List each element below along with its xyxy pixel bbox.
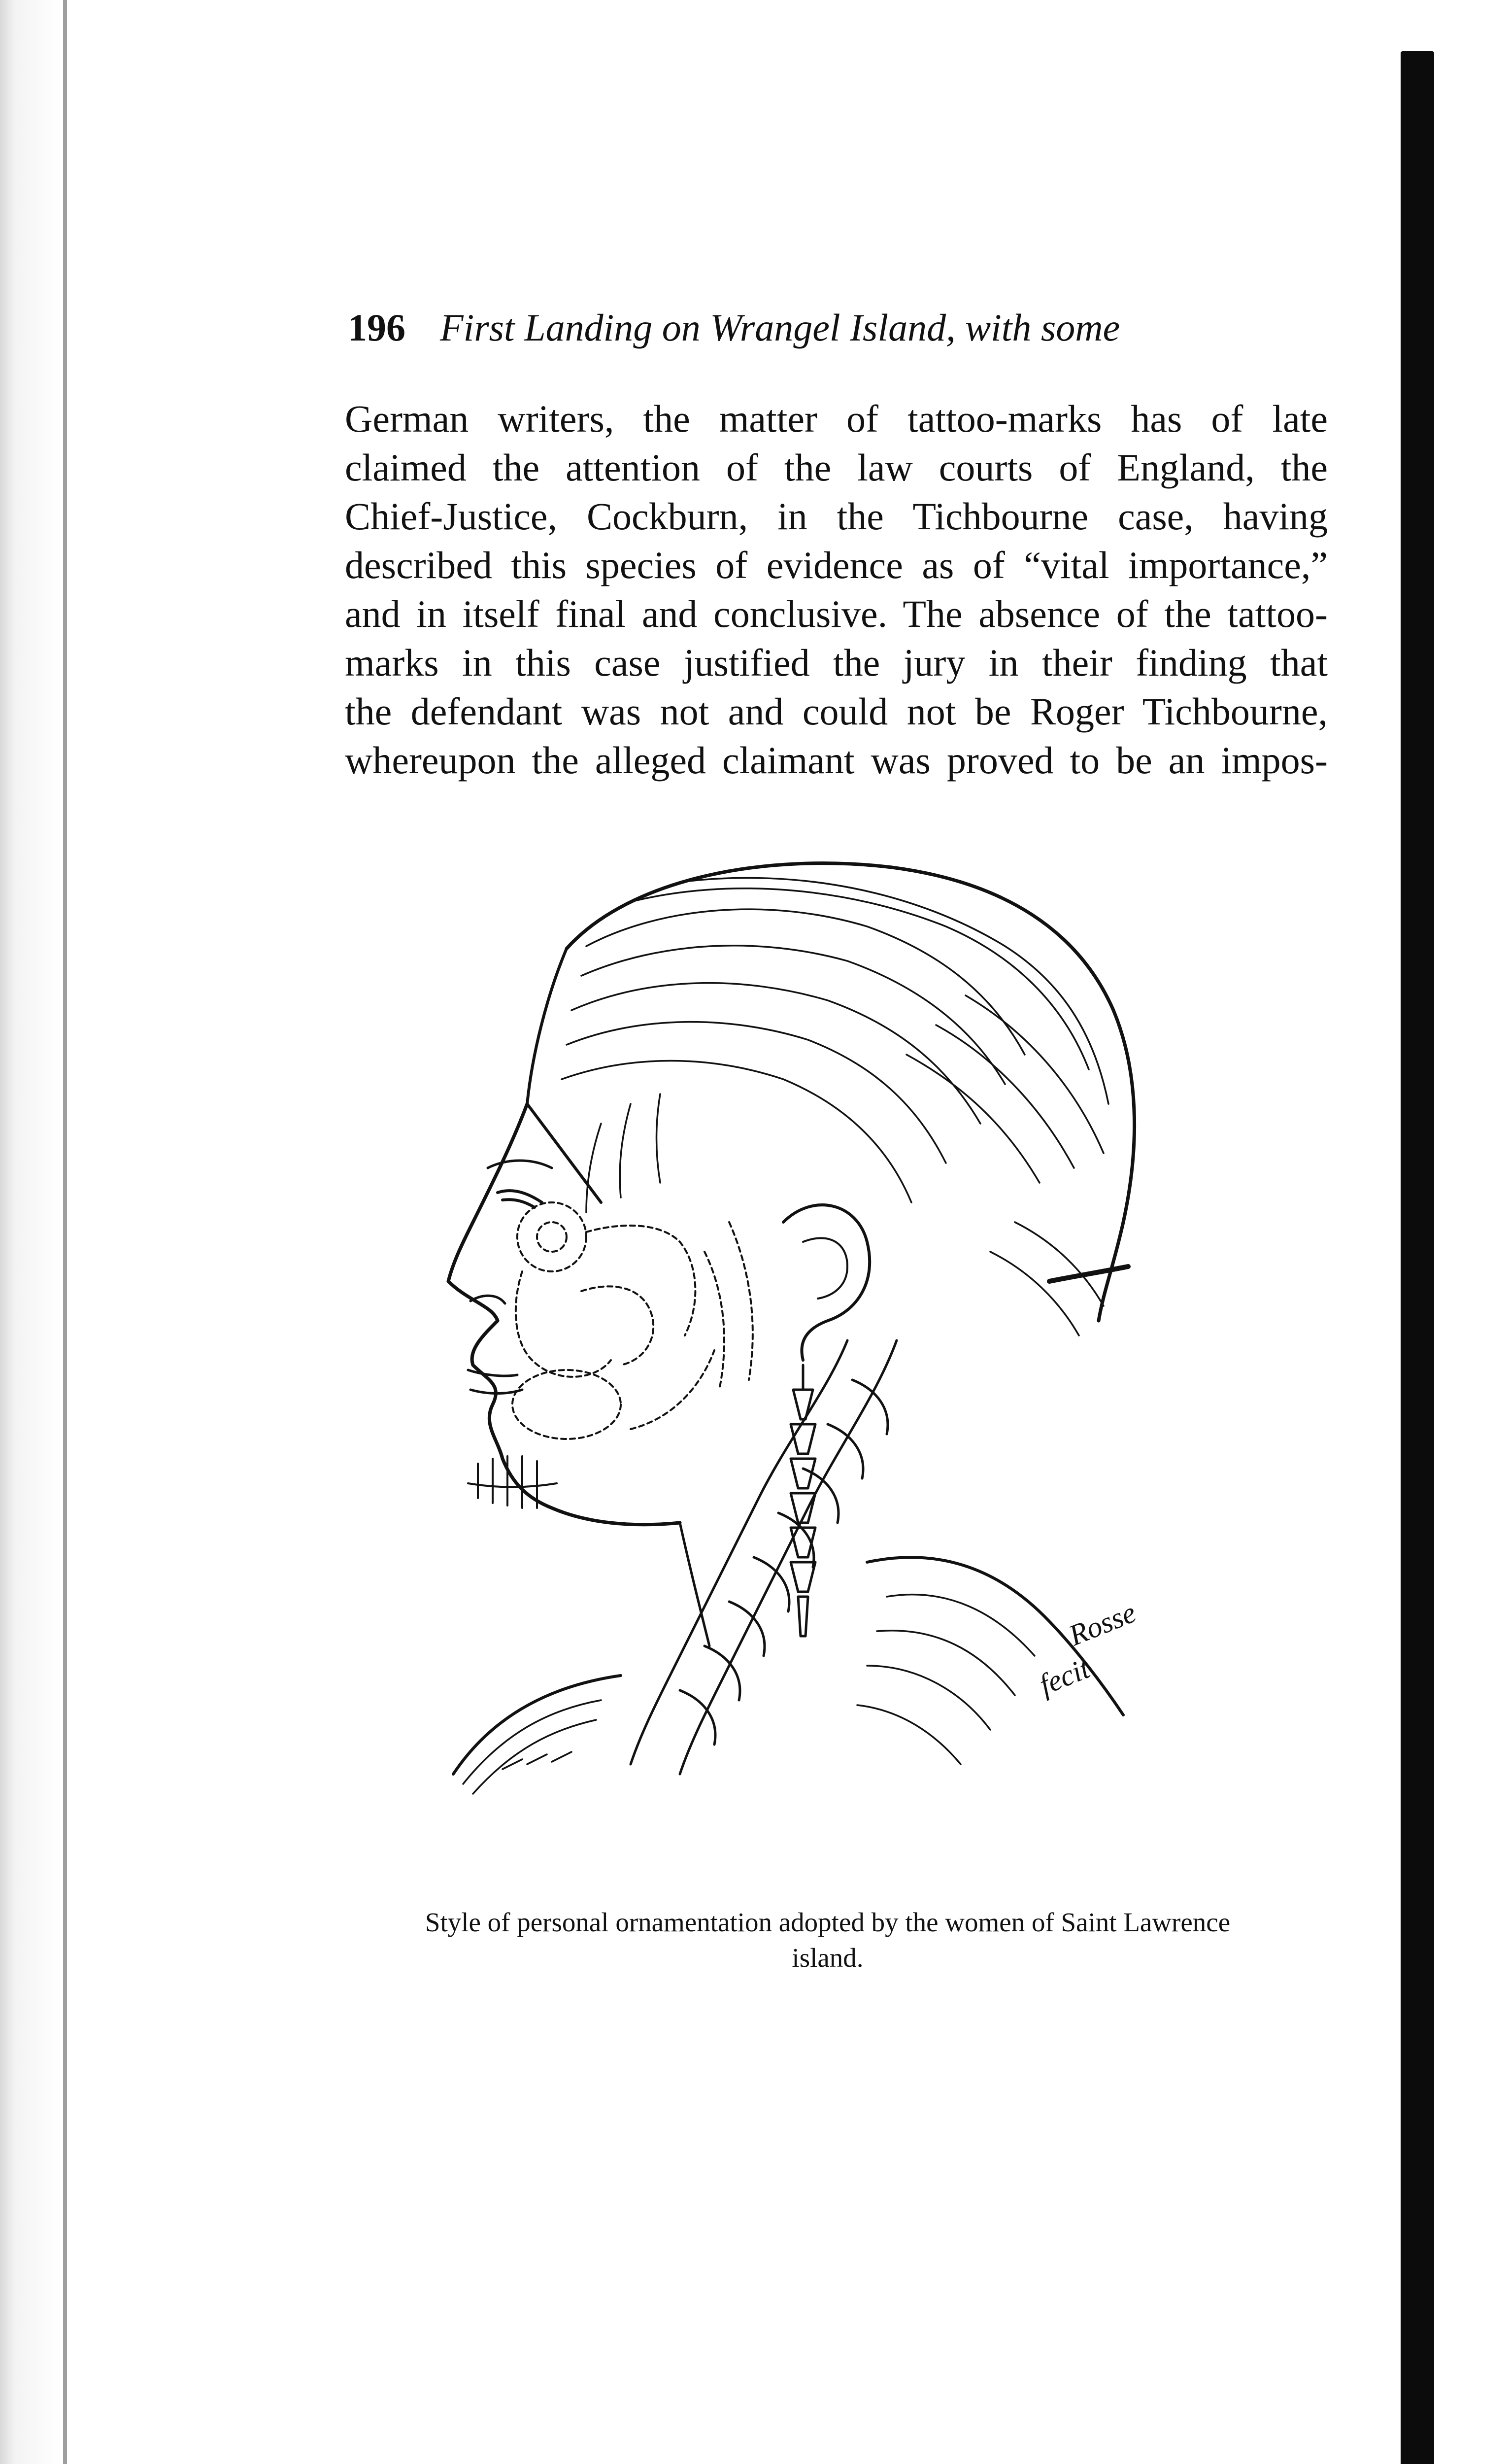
text-line: the defendant was not and could not be Roger Tichbourne, (345, 690, 1328, 733)
back-shading (857, 1595, 1035, 1764)
running-title: First Landing on Wrangel Island, with some (440, 306, 1120, 349)
binding-gutter (0, 0, 99, 2464)
text-line: described this species of evidence as of “vital importance,” (345, 544, 1328, 586)
page-number: 196 (348, 306, 405, 349)
running-header (348, 303, 1120, 352)
artist-signature: Rosse (1064, 1596, 1141, 1652)
text-line: marks in this case justified the jury in their finding that (345, 641, 1328, 684)
caption-line-2: island. (792, 1943, 864, 1973)
cheek-tattoo (512, 1202, 753, 1439)
text-line: claimed the attention of the law courts of England, the (345, 446, 1328, 489)
text-line: and in itself final and conclusive. The absence of the tattoo- (345, 592, 1328, 635)
eyebrow (488, 1161, 552, 1168)
artist-signature-fecit: fecit (1035, 1652, 1094, 1702)
body-paragraph (345, 394, 1328, 785)
tattooed-woman-illustration (424, 848, 1222, 1873)
text-line: Chief-Justice, Cockburn, in the Tichbourne case, having (345, 495, 1328, 538)
ear (783, 1205, 870, 1360)
binding-edge-line (63, 0, 67, 2464)
chin-tattoo (468, 1456, 557, 1508)
text-line: whereupon the alleged claimant was proved to be an impos- (345, 739, 1328, 782)
braid (631, 1340, 897, 1774)
hair-outline (567, 863, 1135, 1321)
figure-caption (345, 1905, 1310, 1976)
right-scan-edge (1401, 51, 1434, 2464)
hair-strands (562, 878, 1108, 1335)
hair-band (1049, 1266, 1128, 1281)
shoulder-shading (463, 1700, 601, 1794)
face-profile (448, 1104, 680, 1525)
text-line: German writers, the matter of tattoo-marks has of late (345, 397, 1328, 440)
eye (498, 1191, 542, 1207)
caption-line-1: Style of personal ornamentation adopted by the women of Saint Lawrence (425, 1907, 1231, 1937)
